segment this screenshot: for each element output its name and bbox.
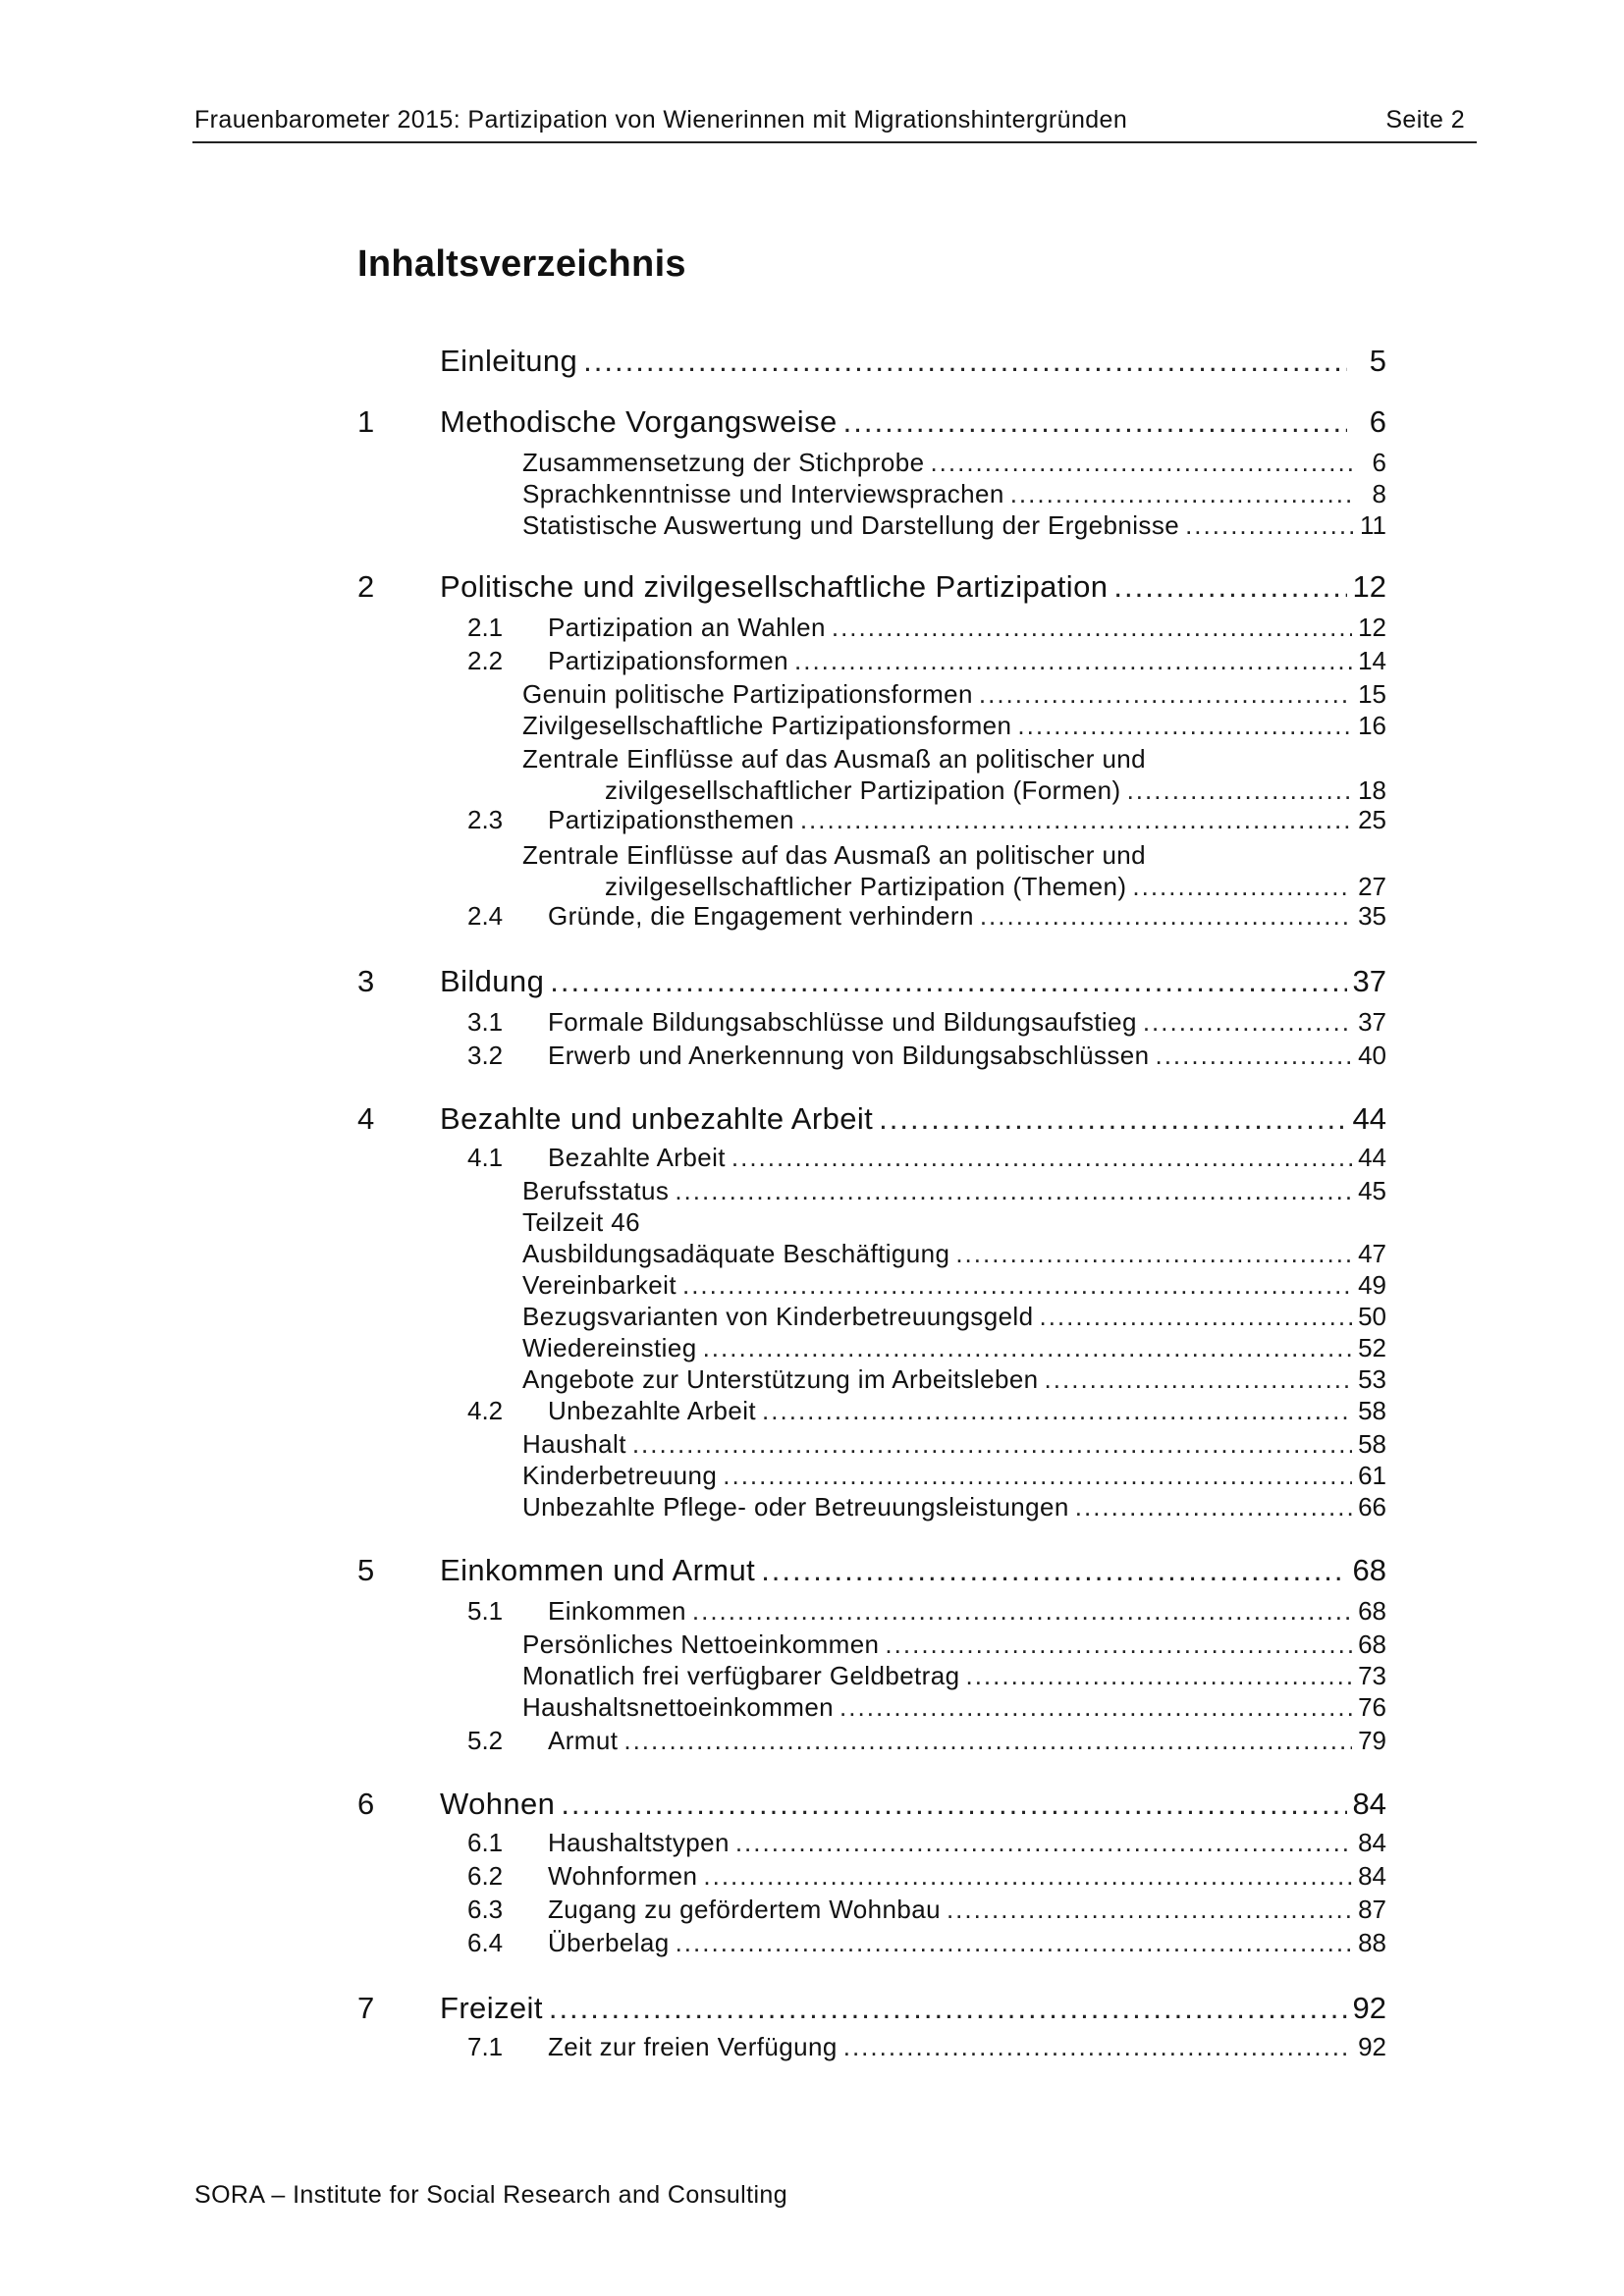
toc-title: Überbelag [548,1928,670,1957]
toc-subsection[interactable] [357,1176,1386,1209]
toc-number: 6.4 [467,1928,504,1957]
dot-leader [832,613,1352,643]
toc-page: 61 [1358,1461,1386,1490]
dot-leader [965,1661,1352,1691]
toc-subsection-continued[interactable] [357,872,1386,905]
page-footer: SORA – Institute for Social Research and Consulting [194,2181,788,2209]
toc-number: 6 [357,1787,375,1821]
toc-number: 6.1 [467,1828,504,1857]
toc-title: Armut [548,1726,619,1755]
toc-section[interactable] [357,646,1386,679]
dot-leader [885,1629,1352,1660]
toc-page: 84 [1358,1861,1386,1891]
toc-title: Formale Bildungsabschlüsse und Bildungsaufstieg [548,1007,1137,1037]
dot-leader [800,805,1352,835]
toc-number: 2.3 [467,805,504,834]
toc-title: Zeit zur freien Verfügung [548,2032,838,2061]
toc-page: 45 [1358,1176,1386,1205]
toc-number: 5.2 [467,1726,504,1755]
toc-title: Teilzeit 46 [522,1207,641,1237]
toc-number: 2.1 [467,613,504,642]
toc-number: 7.1 [467,2032,504,2061]
toc-title: Wohnen [440,1787,556,1821]
dot-leader [676,1928,1353,1958]
toc-subsection[interactable] [357,1302,1386,1335]
toc-title: Wohnformen [548,1861,698,1891]
dot-leader [955,1239,1352,1269]
toc-page: 58 [1358,1396,1386,1425]
toc-title: Zentrale Einflüsse auf das Ausmaß an politischer und [522,840,1147,870]
toc-chapter[interactable] [357,344,1386,383]
toc-title: Haushalt [522,1429,626,1459]
dot-leader [703,1333,1353,1363]
toc-page: 76 [1358,1692,1386,1722]
toc-page: 73 [1358,1661,1386,1690]
toc-title: Zugang zu gefördertem Wohnbau [548,1895,941,1924]
toc-heading: Inhaltsverzeichnis [357,243,686,285]
toc-page: 92 [1352,1991,1386,2025]
toc-page: 6 [1369,404,1386,439]
toc-title: Genuin politische Partizipationsformen [522,679,973,709]
toc-subsection[interactable] [357,1629,1386,1663]
toc-page: 50 [1358,1302,1386,1331]
toc-title: Politische und zivilgesellschaftliche Partizipation [440,569,1109,604]
toc-title: Haushaltsnettoeinkommen [522,1692,835,1722]
dot-leader [703,1861,1352,1892]
dot-leader [979,679,1352,710]
toc-subsection[interactable] [357,711,1386,744]
toc-page: 8 [1372,479,1386,508]
toc-page: 35 [1358,901,1386,931]
toc-subsection[interactable] [357,1333,1386,1366]
toc-page: 27 [1358,872,1386,901]
toc-chapter[interactable] [357,1101,1386,1141]
toc-page: 58 [1358,1429,1386,1459]
toc-number: 5 [357,1553,375,1587]
toc-section[interactable] [357,1895,1386,1928]
toc-title: Kinderbetreuung [522,1461,718,1490]
dot-leader [550,964,1346,999]
toc-page: 12 [1352,569,1386,604]
toc-number: 1 [357,404,375,439]
dot-leader [1113,569,1346,605]
toc-section[interactable] [357,1928,1386,1961]
toc-subsection[interactable] [357,1239,1386,1272]
toc-page: 88 [1358,1928,1386,1957]
toc-subsection[interactable] [357,1429,1386,1463]
toc-section[interactable] [357,1726,1386,1759]
dot-leader [692,1596,1352,1627]
toc-title: Vereinbarkeit [522,1270,677,1300]
toc-title: Monatlich frei verfügbarer Geldbetrag [522,1661,960,1690]
toc-title: Zentrale Einflüsse auf das Ausmaß an politischer und [522,744,1147,774]
toc-page: 37 [1358,1007,1386,1037]
toc-chapter[interactable] [357,569,1386,609]
toc-subsection[interactable] [357,1461,1386,1494]
toc-subsection-continued[interactable] [357,775,1386,809]
toc-page: 12 [1358,613,1386,642]
toc-page: 14 [1358,646,1386,675]
dot-leader [879,1101,1346,1137]
toc-page: 47 [1358,1239,1386,1268]
dot-leader [731,1143,1352,1173]
toc-title: Persönliches Nettoeinkommen [522,1629,880,1659]
toc-title: Gründe, die Engagement verhindern [548,901,974,931]
toc-page: 87 [1358,1895,1386,1924]
page-header [192,102,1477,143]
toc-page: 84 [1358,1828,1386,1857]
toc-chapter[interactable] [357,1991,1386,2030]
toc-number: 5.1 [467,1596,504,1626]
toc-subsection[interactable] [357,840,1386,874]
toc-title: Zusammensetzung der Stichprobe [522,448,925,477]
dot-leader [1075,1492,1352,1522]
toc-subsection[interactable] [357,448,1386,481]
toc-page: 44 [1352,1101,1386,1136]
dot-leader [839,1692,1352,1723]
toc-section[interactable] [357,1596,1386,1629]
toc-number: 4 [357,1101,375,1136]
toc-number: 2.2 [467,646,504,675]
dot-leader [1045,1364,1353,1395]
dot-leader [794,646,1352,676]
toc-title: Partizipationsthemen [548,805,794,834]
toc-number: 4.1 [467,1143,504,1172]
toc-number: 3.1 [467,1007,504,1037]
toc-page: 68 [1358,1629,1386,1659]
toc-page: 37 [1352,964,1386,998]
dot-leader [1132,872,1352,902]
dot-leader [583,344,1347,379]
dot-leader [843,2032,1352,2062]
toc-title: Partizipationsformen [548,646,788,675]
toc-subsection[interactable] [357,1270,1386,1304]
toc-title: Freizeit [440,1991,543,2025]
document-title: Frauenbarometer 2015: Partizipation von Wienerinnen mit Migrationshintergründen [194,106,1128,133]
toc-number: 2.4 [467,901,504,931]
toc-title: Sprachkenntnisse und Interviewsprachen [522,479,1004,508]
toc-subsection[interactable] [357,1492,1386,1525]
toc-title: Einleitung [440,344,578,378]
toc-title: Bezugsvarianten von Kinderbetreuungsgeld [522,1302,1034,1331]
toc-page: 15 [1358,679,1386,709]
toc-subsection[interactable] [357,479,1386,512]
toc-subsection[interactable] [357,1207,1386,1241]
dot-leader [843,404,1347,440]
toc-section[interactable] [357,1828,1386,1861]
dot-leader [1010,479,1353,509]
toc-section[interactable] [357,1396,1386,1429]
dot-leader [1185,510,1353,541]
toc-subsection[interactable] [357,744,1386,777]
toc-number: 6.2 [467,1861,504,1891]
toc-title-continued: zivilgesellschaftlicher Partizipation (Formen) [605,775,1121,805]
toc-title: Haushaltstypen [548,1828,730,1857]
toc-page: 53 [1358,1364,1386,1394]
dot-leader [623,1726,1352,1756]
toc-subsection[interactable] [357,679,1386,713]
toc-subsection[interactable] [357,1661,1386,1694]
toc-page: 52 [1358,1333,1386,1362]
toc-number: 3.2 [467,1041,504,1070]
dot-leader [1017,711,1352,741]
dot-leader [1155,1041,1352,1071]
toc-title: Unbezahlte Arbeit [548,1396,757,1425]
toc-title: Angebote zur Unterstützung im Arbeitsleben [522,1364,1039,1394]
dot-leader [762,1396,1352,1426]
toc-title: Erwerb und Anerkennung von Bildungsabschlüssen [548,1041,1150,1070]
toc-page: 66 [1358,1492,1386,1522]
dot-leader [682,1270,1352,1301]
toc-section[interactable] [357,1007,1386,1041]
toc-chapter[interactable] [357,1553,1386,1592]
toc-page: 25 [1358,805,1386,834]
toc-chapter[interactable] [357,964,1386,1003]
dot-leader [980,901,1352,932]
toc-page: 16 [1358,711,1386,740]
toc-title: Statistische Auswertung und Darstellung der Ergebnisse [522,510,1180,540]
toc-section[interactable] [357,901,1386,934]
toc-title: Bildung [440,964,545,998]
toc-title: Partizipation an Wahlen [548,613,826,642]
dot-leader [930,448,1353,478]
dot-leader [735,1828,1352,1858]
toc-title: Einkommen [548,1596,686,1626]
toc-page: 5 [1369,344,1386,378]
toc-section[interactable] [357,805,1386,838]
dot-leader [1143,1007,1352,1038]
page-number: Seite 2 [1385,106,1465,133]
toc-title: Unbezahlte Pflege- oder Betreuungsleistungen [522,1492,1069,1522]
toc-page: 68 [1358,1596,1386,1626]
toc-page: 84 [1352,1787,1386,1821]
toc-number: 7 [357,1991,375,2025]
toc-subsection[interactable] [357,1364,1386,1398]
toc-subsection[interactable] [357,510,1386,544]
toc-page: 44 [1358,1143,1386,1172]
dot-leader [761,1553,1346,1588]
dot-leader [549,1991,1347,2026]
toc-number: 3 [357,964,375,998]
toc-number: 2 [357,569,375,604]
toc-title-continued: zivilgesellschaftlicher Partizipation (Themen) [605,872,1127,901]
dot-leader [632,1429,1352,1460]
toc-page: 6 [1372,448,1386,477]
toc-page: 79 [1358,1726,1386,1755]
toc-title: Zivilgesellschaftliche Partizipationsformen [522,711,1012,740]
toc-number: 4.2 [467,1396,504,1425]
toc-number: 6.3 [467,1895,504,1924]
toc-title: Einkommen und Armut [440,1553,756,1587]
dot-leader [1127,775,1353,806]
toc-subsection[interactable] [357,1692,1386,1726]
toc-page: 11 [1360,510,1386,540]
toc-chapter[interactable] [357,404,1386,444]
toc-title: Berufsstatus [522,1176,670,1205]
toc-title: Bezahlte Arbeit [548,1143,726,1172]
dot-leader [1039,1302,1352,1332]
toc-page: 68 [1352,1553,1386,1587]
toc-section[interactable] [357,1861,1386,1895]
toc-section[interactable] [357,613,1386,646]
toc-title: Methodische Vorgangsweise [440,404,838,439]
toc-section[interactable] [357,2032,1386,2065]
toc-chapter[interactable] [357,1787,1386,1826]
toc-page: 40 [1358,1041,1386,1070]
toc-section[interactable] [357,1143,1386,1176]
toc-title: Wiedereinstieg [522,1333,697,1362]
dot-leader [723,1461,1352,1491]
dot-leader [561,1787,1346,1822]
dot-leader [675,1176,1352,1206]
dot-leader [947,1895,1352,1925]
toc-page: 92 [1358,2032,1386,2061]
toc-page: 49 [1358,1270,1386,1300]
toc-title: Bezahlte und unbezahlte Arbeit [440,1101,874,1136]
toc-section[interactable] [357,1041,1386,1074]
toc-title: Ausbildungsadäquate Beschäftigung [522,1239,950,1268]
toc-page: 18 [1358,775,1386,805]
